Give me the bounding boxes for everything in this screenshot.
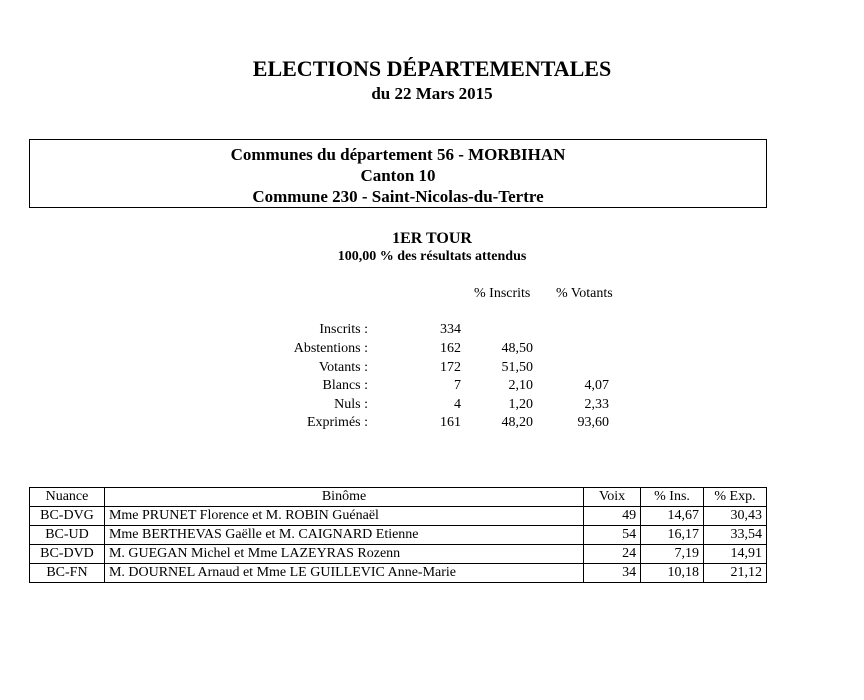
stats-value: 7 [454,378,461,393]
cell-binome: M. GUEGAN Michel et Mme LAZEYRAS Rozenn [104,545,583,564]
table-header-row [30,488,767,507]
cell-nuance: BC-DVD [30,545,105,564]
stats-row [0,341,864,360]
stats-row [0,415,864,434]
stats-label: Blancs : [322,378,368,393]
cell-pct-ins: 14,67 [641,507,704,526]
tour-label: 1ER TOUR [392,230,472,247]
header-voix: Voix [584,488,641,507]
stats-pct-inscrits: 1,20 [508,397,533,412]
location-box [29,139,767,208]
stats-pct-inscrits: 48,50 [501,341,533,356]
cell-pct-ins: 7,19 [641,545,704,564]
cell-pct-exp: 21,12 [704,564,767,583]
stats-value: 161 [440,415,461,430]
table-row [30,507,767,526]
canton-label: Canton 10 [360,166,436,185]
cell-voix: 34 [584,564,641,583]
stats-label: Abstentions : [293,341,368,356]
cell-binome: M. DOURNEL Arnaud et Mme LE GUILLEVIC Anne-Marie [104,564,583,583]
pct-votants-header: % Votants [556,286,613,301]
cell-binome: Mme BERTHEVAS Gaëlle et M. CAIGNARD Etienne [104,526,583,545]
stats-row [0,378,864,397]
pct-inscrits-header: % Inscrits [474,286,531,301]
cell-pct-exp: 30,43 [704,507,767,526]
stats-label: Nuls : [334,397,368,412]
table-row [30,526,767,545]
cell-binome: Mme PRUNET Florence et M. ROBIN Guénaël [104,507,583,526]
stats-pct-inscrits: 2,10 [508,378,533,393]
departement-label: Communes du département 56 - MORBIHAN [230,145,566,164]
stats-value: 4 [454,397,461,412]
header-pct-ins: % Ins. [641,488,704,507]
header-binome: Binôme [104,488,583,507]
stats-label: Votants : [318,360,368,375]
cell-voix: 49 [584,507,641,526]
stats-pct-inscrits: 48,20 [501,415,533,430]
commune-label: Commune 230 - Saint-Nicolas-du-Tertre [252,187,544,206]
cell-pct-exp: 33,54 [704,526,767,545]
cell-nuance: BC-DVG [30,507,105,526]
stats-row [0,322,864,341]
page-title: ELECTIONS DÉPARTEMENTALES [252,56,612,81]
results-expected-label: 100,00 % des résultats attendus [337,249,527,264]
stats-value: 162 [440,341,461,356]
stats-value: 334 [440,322,461,337]
stats-label: Inscrits : [319,322,368,337]
cell-pct-ins: 10,18 [641,564,704,583]
stats-row [0,397,864,416]
stats-row [0,360,864,379]
stats-pct-inscrits: 51,50 [501,360,533,375]
election-date: du 22 Mars 2015 [371,84,493,103]
stats-pct-votants: 2,33 [584,397,609,412]
table-row [30,545,767,564]
cell-pct-ins: 16,17 [641,526,704,545]
results-table [29,487,767,583]
cell-nuance: BC-FN [30,564,105,583]
header-nuance: Nuance [30,488,105,507]
cell-voix: 24 [584,545,641,564]
stats-value: 172 [440,360,461,375]
cell-pct-exp: 14,91 [704,545,767,564]
stats-pct-votants: 93,60 [577,415,609,430]
cell-voix: 54 [584,526,641,545]
table-row [30,564,767,583]
stats-label: Exprimés : [306,415,368,430]
header-pct-exp: % Exp. [704,488,767,507]
stats-pct-votants: 4,07 [584,378,609,393]
cell-nuance: BC-UD [30,526,105,545]
